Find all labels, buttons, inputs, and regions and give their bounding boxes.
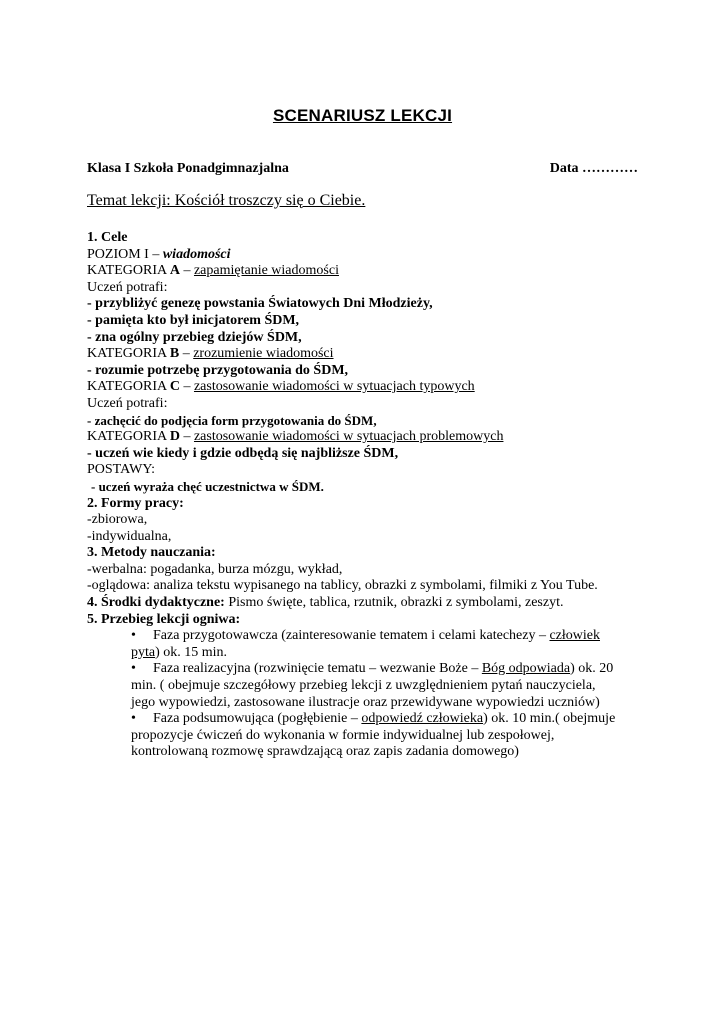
forms-heading: 2. Formy pracy: bbox=[87, 495, 184, 511]
student-can-label: Uczeń potrafi: bbox=[87, 395, 168, 411]
course-heading: 5. Przebieg lekcji ogniwa: bbox=[87, 611, 241, 627]
phase-item: • Faza realizacyjna (rozwinięcie tematu – wezwanie Boże – Bóg odpowiada) ok. 20 min. ( obejmuje szczegółowy przebieg lekcji z uwzględnieniem pytań nauczyciela, jego wypowiedzi, zastosowane ilustracje oraz przewidywane wypowiedzi uczniów) bbox=[131, 661, 614, 710]
list-item: -zbiorowa, bbox=[87, 512, 148, 528]
level-line: POZIOM I – wiadomości bbox=[87, 246, 231, 262]
list-item: -indywidualna, bbox=[87, 528, 172, 544]
class-info: Klasa I Szkoła Ponadgimnazjalna bbox=[87, 161, 289, 176]
student-can-label: Uczeń potrafi: bbox=[87, 279, 168, 295]
phase-item: • Faza podsumowująca (pogłębienie – odpowiedź człowieka) ok. 10 min.( obejmuje propozycje ćwiczeń do wykonania w formie indywidualnej lub zespołowej, kontrolowaną rozmowę sprawdzającą oraz zapis zadania domowego) bbox=[131, 711, 616, 760]
list-item: -oglądowa: analiza tekstu wypisanego na tablicy, obrazki z symbolami, filmiki z You Tube. bbox=[87, 578, 598, 594]
means-line: 4. Środki dydaktyczne: Pismo święte, tablica, rzutnik, obrazki z symbolami, zeszyt. bbox=[87, 595, 564, 611]
list-item: - uczeń wie kiedy i gdzie odbędą się najbliższe ŚDM, bbox=[87, 445, 399, 461]
header-row bbox=[87, 161, 638, 177]
bullet-icon: • bbox=[131, 661, 136, 677]
bullet-icon: • bbox=[131, 711, 136, 727]
goals-heading: 1. Cele bbox=[87, 230, 128, 245]
list-item: - przybliżyć genezę powstania Światowych Dni Młodzieży, bbox=[87, 296, 433, 312]
category-a: KATEGORIA A – zapamiętanie wiadomości bbox=[87, 263, 339, 279]
bullet-icon: • bbox=[131, 628, 136, 644]
category-c: KATEGORIA C – zastosowanie wiadomości w sytuacjach typowych bbox=[87, 379, 475, 395]
date-label: Data ………… bbox=[549, 161, 638, 176]
list-item: - rozumie potrzebę przygotowania do ŚDM, bbox=[87, 362, 349, 378]
list-item: - pamięta kto był inicjatorem ŚDM, bbox=[87, 312, 300, 328]
list-item: - uczeń wyraża chęć uczestnictwa w ŚDM. bbox=[91, 478, 324, 494]
list-item: - zna ogólny przebieg dziejów ŚDM, bbox=[87, 329, 302, 345]
list-item: -werbalna: pogadanka, burza mózgu, wykład, bbox=[87, 561, 343, 577]
lesson-body bbox=[87, 230, 647, 761]
category-b: KATEGORIA B – zrozumienie wiadomości bbox=[87, 346, 334, 362]
list-item: - zachęcić do podjęcia form przygotowania do ŚDM, bbox=[87, 412, 377, 428]
document-title: SCENARIUSZ LEKCJI bbox=[272, 106, 453, 125]
phases-list bbox=[87, 628, 647, 761]
attitudes-label: POSTAWY: bbox=[87, 462, 156, 478]
lesson-topic: Temat lekcji: Kościół troszczy się o Ciebie. bbox=[87, 192, 366, 209]
methods-heading: 3. Metody nauczania: bbox=[87, 545, 216, 561]
category-d: KATEGORIA D – zastosowanie wiadomości w sytuacjach problemowych bbox=[87, 429, 504, 445]
phase-item: • Faza przygotowawcza (zainteresowanie tematem i celami katechezy – człowiek pyta) ok. 15 min. bbox=[131, 628, 600, 660]
